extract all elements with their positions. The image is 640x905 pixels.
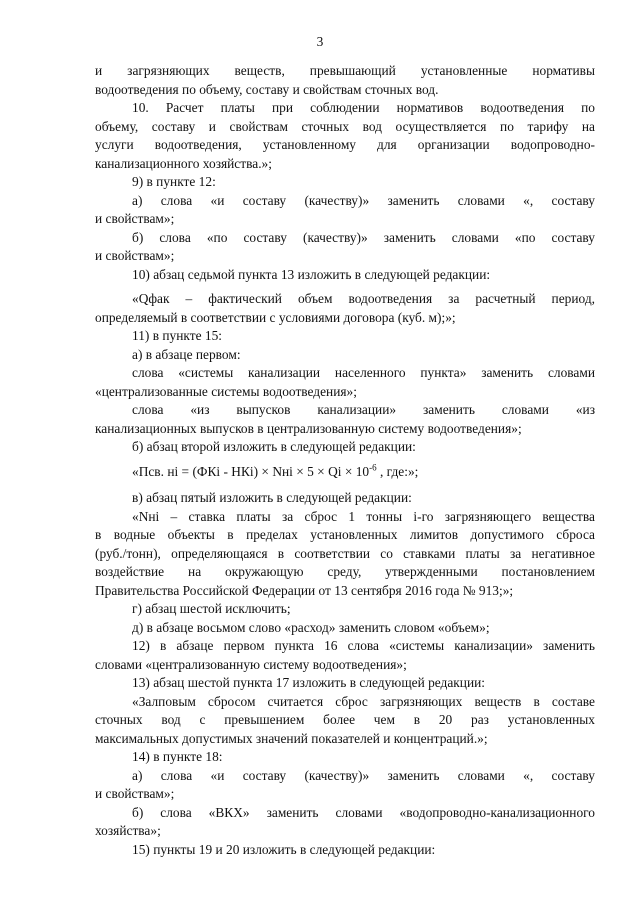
text-line: в водные объекты в пределах установленных лимитов допустимого сброса xyxy=(95,527,595,542)
text-line: д) в абзаце восьмом слово «расход» заменить словом «объем»; xyxy=(132,619,490,635)
text-line: определяемый в соответствии с условиями договора (куб. м);»; xyxy=(95,309,456,325)
text-line: 10. Расчет платы при соблюдении нормативов водоотведения по xyxy=(132,100,595,115)
text-line: объему, составу и свойствам сточных вод осуществляется по тарифу на xyxy=(95,118,595,134)
text-line: канализационного хозяйства.»; xyxy=(95,155,272,171)
text-line: Правительства Российской Федерации от 13 сентября 2016 года № 913;»; xyxy=(95,582,514,598)
text-line: 15) пункты 19 и 20 изложить в следующей редакции: xyxy=(132,841,436,857)
text-line: сточных вод с превышением более чем в 20 раз установленных xyxy=(95,712,595,727)
text-line: «Qфак – фактический объем водоотведения за расчетный период, xyxy=(132,291,595,306)
text-line: б) слова «по составу (качеству)» заменить словами «по составу xyxy=(132,229,595,245)
text-line: а) слова «и составу (качеству)» заменить словами «, составу xyxy=(132,767,595,783)
formula-tail: , где:»; xyxy=(376,463,419,479)
text-line: а) слова «и составу (качеству)» заменить словами «, составу xyxy=(132,192,595,208)
text-line: б) абзац второй изложить в следующей редакции: xyxy=(132,439,416,454)
formula-exponent: -6 xyxy=(369,462,377,473)
text-line: «централизованные системы водоотведения»; xyxy=(95,383,357,399)
text-line: воздействие на окружающую среду, утвержденными постановлением xyxy=(95,564,595,579)
text-line: водоотведения по объему, составу и свойствам сточных вод. xyxy=(95,81,439,97)
text-line: максимальных допустимых значений показателей и концентраций.»; xyxy=(95,730,488,746)
text-line: 11) в пункте 15: xyxy=(132,328,222,343)
text-line: г) абзац шестой исключить; xyxy=(132,601,291,616)
text-line: 14) в пункте 18: xyxy=(132,749,223,764)
text-line: словами «централизованную систему водоотведения»; xyxy=(95,656,407,672)
text-line: «Залповым сбросом считается сброс загрязняющих веществ в составе xyxy=(132,693,595,709)
text-line: и свойствам»; xyxy=(95,248,175,263)
text-line: и свойствам»; xyxy=(95,211,175,226)
text-line: «Nнi – ставка платы за сброс 1 тонны i-го загрязняющего вещества xyxy=(132,508,595,524)
page-number: 3 xyxy=(316,34,324,49)
text-line: и загрязняющих веществ, превышающий установленные нормативы xyxy=(95,63,595,78)
text-line: 9) в пункте 12: xyxy=(132,174,216,189)
text-line: 12) в абзаце первом пункта 16 слова «системы канализации» заменить xyxy=(132,638,595,653)
text-line: услуги водоотведения, установленному для организации водопроводно- xyxy=(95,137,595,152)
text-line: 13) абзац шестой пункта 17 изложить в следующей редакции: xyxy=(132,675,486,690)
formula xyxy=(95,463,595,482)
text-line: б) слова «ВКХ» заменить словами «водопроводно-канализационного xyxy=(132,804,595,820)
text-line: и свойствам»; xyxy=(95,786,175,801)
text-line: слова «системы канализации населенного пункта» заменить словами xyxy=(132,365,595,380)
text-line: (руб./тонн), определяющаяся в соответствии со ставками платы за негативное xyxy=(95,545,595,561)
text-line: 10) абзац седьмой пункта 13 изложить в следующей редакции: xyxy=(132,266,491,282)
text-line: хозяйства»; xyxy=(95,823,161,838)
text-line: слова «из выпусков канализации» заменить словами «из xyxy=(132,402,595,417)
text-line: в) абзац пятый изложить в следующей редакции: xyxy=(132,490,412,505)
document-body xyxy=(95,62,595,859)
text-line: канализационных выпусков в централизованную систему водоотведения»; xyxy=(95,420,522,436)
formula-main: «Псв. нi = (ФКi - НКi) × Nнi × 5 × Qi × 10 xyxy=(132,463,370,479)
text-line: а) в абзаце первом: xyxy=(132,346,241,362)
